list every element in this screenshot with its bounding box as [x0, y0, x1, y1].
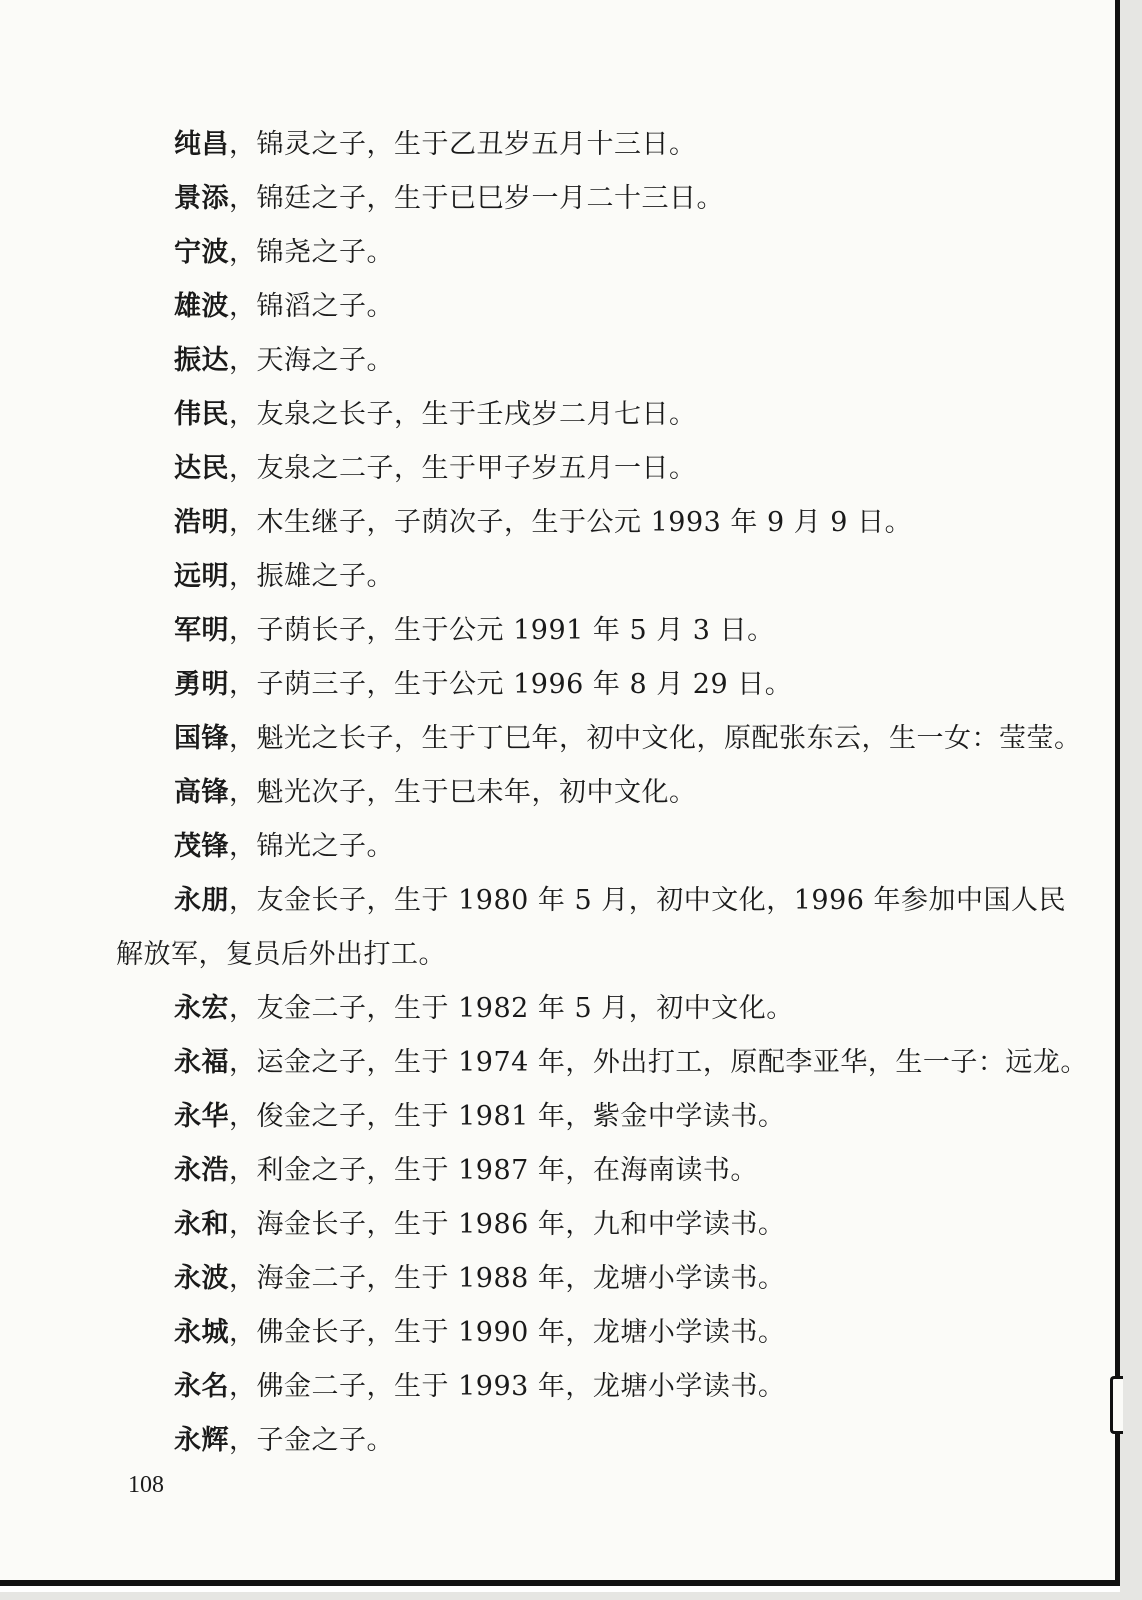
entry — [116, 820, 1071, 874]
entry — [116, 604, 1071, 658]
entry-text: ，利金之子，生于 1987 年，在海南读书。 — [229, 1155, 758, 1186]
entry-text: ，友金长子，生于 1980 年 5 月，初中文化，1996 年参加中国人民解放军，复员后外出打工。 — [116, 885, 1067, 970]
entry-text: ，友金二子，生于 1982 年 5 月，初中文化。 — [229, 993, 794, 1024]
entry — [116, 118, 1071, 172]
entry-name: 宁波 — [174, 237, 229, 268]
entry — [116, 1144, 1071, 1198]
entry-name: 茂锋 — [174, 831, 229, 862]
page-number: 108 — [128, 1472, 164, 1498]
entry-text: ，友泉之长子，生于壬戌岁二月七日。 — [229, 399, 697, 430]
entry — [116, 712, 1082, 766]
entry-name: 纯昌 — [174, 129, 229, 160]
entry — [116, 1360, 1071, 1414]
entry-name: 浩明 — [174, 507, 229, 538]
entry-text: ，锦滔之子。 — [229, 291, 394, 322]
entry-name: 伟民 — [174, 399, 229, 430]
entry-name: 永福 — [174, 1047, 229, 1078]
entry-text: ，振雄之子。 — [229, 561, 394, 592]
entry-text: ，魁光次子，生于巳未年，初中文化。 — [229, 777, 697, 808]
entry-name: 高锋 — [174, 777, 229, 808]
scan-bottom-margin — [0, 1592, 1142, 1600]
entry-name: 雄波 — [174, 291, 229, 322]
entry-name: 振达 — [174, 345, 229, 376]
entry — [116, 658, 1071, 712]
entry-text: ，锦廷之子，生于已巳岁一月二十三日。 — [229, 183, 724, 214]
entry — [116, 982, 1071, 1036]
entry — [116, 1306, 1071, 1360]
entry-text: ，魁光之长子，生于丁巳年，初中文化，原配张东云，生一女：莹莹。 — [229, 723, 1082, 754]
entry-name: 军明 — [174, 615, 229, 646]
entry — [116, 1252, 1071, 1306]
entry-name: 远明 — [174, 561, 229, 592]
entry-name: 永浩 — [174, 1155, 229, 1186]
entry — [116, 388, 1071, 442]
scan-right-margin — [1120, 0, 1142, 1600]
entry-name: 永和 — [174, 1209, 229, 1240]
entry-name: 永波 — [174, 1263, 229, 1294]
entry-text: ，子荫长子，生于公元 1991 年 5 月 3 日。 — [229, 615, 775, 646]
entry — [116, 1198, 1071, 1252]
entry-name: 永宏 — [174, 993, 229, 1024]
entry-text: ，海金长子，生于 1986 年，九和中学读书。 — [229, 1209, 786, 1240]
entry — [116, 766, 1071, 820]
entry-name: 永辉 — [174, 1425, 229, 1456]
entry-name: 永华 — [174, 1101, 229, 1132]
entry-text: ，锦尧之子。 — [229, 237, 394, 268]
entry — [116, 1036, 1088, 1090]
entry-name: 永名 — [174, 1371, 229, 1402]
entry — [116, 226, 1071, 280]
entry-name: 景添 — [174, 183, 229, 214]
entry-text: ，木生继子，子荫次子，生于公元 1993 年 9 月 9 日。 — [229, 507, 913, 538]
entry — [116, 496, 1071, 550]
entry — [116, 874, 1071, 982]
entry-text: ，运金之子，生于 1974 年，外出打工，原配李亚华，生一子：远龙。 — [229, 1047, 1088, 1078]
entry — [116, 334, 1071, 388]
entry — [116, 280, 1071, 334]
entry-text: ，锦灵之子，生于乙丑岁五月十三日。 — [229, 129, 697, 160]
entry-text: ，佛金二子，生于 1993 年，龙塘小学读书。 — [229, 1371, 786, 1402]
entry-name: 达民 — [174, 453, 229, 484]
genealogy-text — [116, 118, 1088, 1468]
entry-name: 永朋 — [174, 885, 229, 916]
entry-text: ，子金之子。 — [229, 1425, 394, 1456]
entry — [116, 442, 1071, 496]
entry — [116, 1090, 1071, 1144]
entry-text: ，天海之子。 — [229, 345, 394, 376]
entry-text: ，子荫三子，生于公元 1996 年 8 月 29 日。 — [229, 669, 793, 700]
entry-name: 国锋 — [174, 723, 229, 754]
entry — [116, 1414, 1071, 1468]
scan-clip-mark — [1110, 1376, 1123, 1434]
entry — [116, 550, 1071, 604]
entry-text: ，友泉之二子，生于甲子岁五月一日。 — [229, 453, 697, 484]
entry-text: ，佛金长子，生于 1990 年，龙塘小学读书。 — [229, 1317, 786, 1348]
entry-name: 永城 — [174, 1317, 229, 1348]
entry-text: ，海金二子，生于 1988 年，龙塘小学读书。 — [229, 1263, 786, 1294]
entry-name: 勇明 — [174, 669, 229, 700]
entry-text: ，俊金之子，生于 1981 年，紫金中学读书。 — [229, 1101, 786, 1132]
entry-text: ，锦光之子。 — [229, 831, 394, 862]
entry — [116, 172, 1071, 226]
